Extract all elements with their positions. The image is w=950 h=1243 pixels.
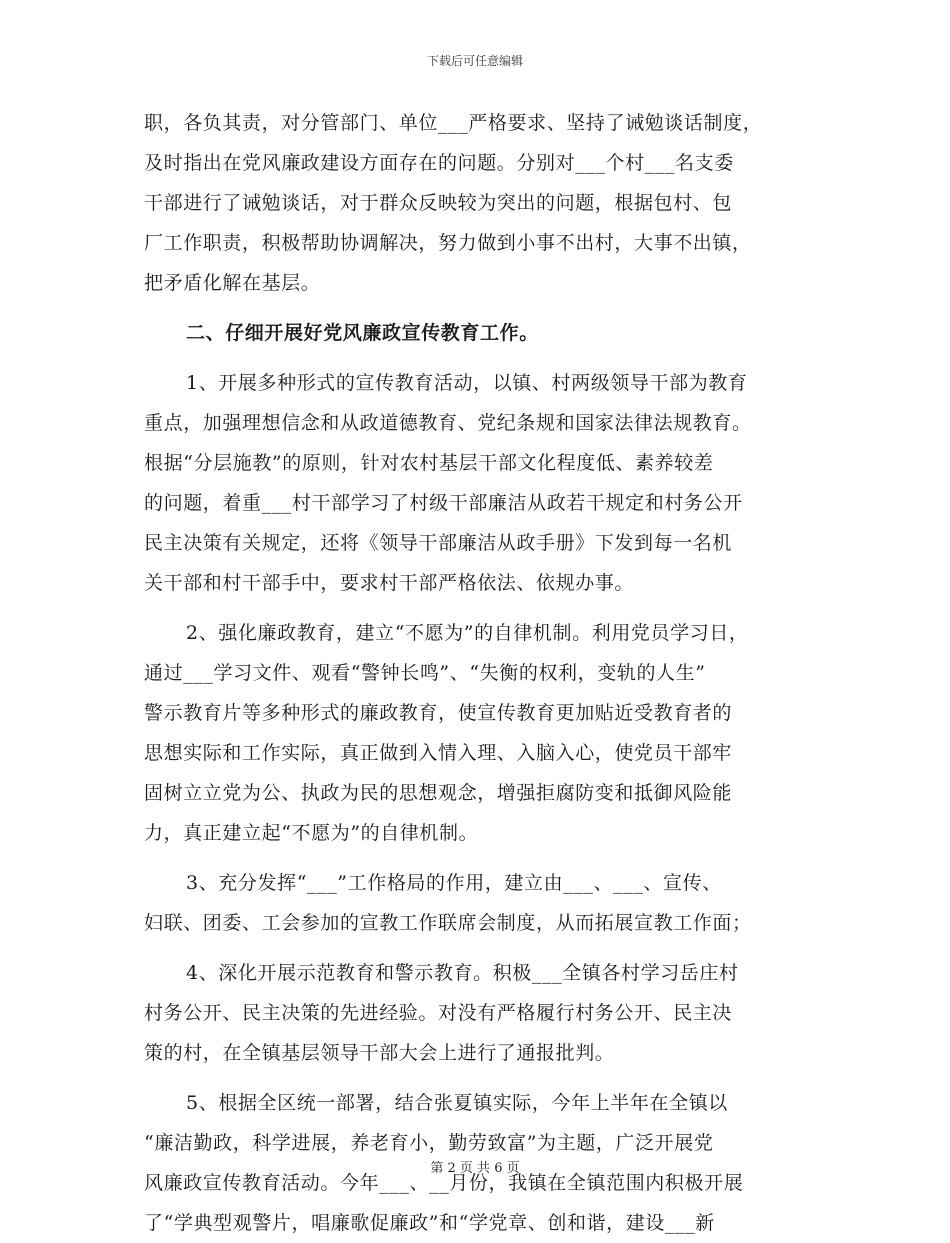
text-line: 5、根据全区统一部署，结合张夏镇实际，今年上半年在全镇以 [186,1092,728,1114]
page-number: 第 2 页 共 6 页 [430,1161,520,1176]
text-line: 固树立立党为公、执政为民的思想观念，增强拒腐防变和抵御风险能 [144,782,733,804]
text-line: 3、充分发挥“___”工作格局的作用，建立由___、___、宣传、 [186,872,722,894]
text-line: 及时指出在党风廉政建设方面存在的问题。分别对___个村___名支委 [144,152,734,174]
text-line: 重点，加强理想信念和从政道德教育、党纪条规和国家法律法规教育。 [144,412,752,434]
text-line: 了“学典型观警片，唱廉歌促廉政”和“学党章、创和谐，建设___新 [144,1212,715,1234]
text-line: 干部进行了诫勉谈话，对于群众反映较为突出的问题，根据包村、包 [144,192,733,214]
text-line: 警示教育片等多种形式的廉政教育，使宣传教育更加贴近受教育者的 [144,702,733,724]
text-line: 4、深化开展示范教育和警示教育。积极___全镇各村学习岳庄村 [186,962,739,984]
document-body [144,103,824,1243]
text-line: 思想实际和工作实际，真正做到入情入理、入脑入心，使党员干部牢 [144,742,733,764]
text-line: 妇联、团委、工会参加的宣教工作联席会制度，从而拓展宣教工作面； [144,912,752,934]
text-line: 把矛盾化解在基层。 [144,272,321,294]
text-line: “廉洁勤政，科学进展，养老育小，勤劳致富”为主题，广泛开展党 [144,1132,714,1154]
text-line: 关干部和村干部手中，要求村干部严格依法、依规办事。 [144,572,635,594]
text-line: 风廉政宣传教育活动。今年___、__月份，我镇在全镇范围内积极开展 [144,1172,744,1194]
text-line: 厂工作职责，积极帮助协调解决，努力做到小事不出村，大事不出镇， [144,232,752,254]
section-heading: 二、仔细开展好党风廉政宣传教育工作。 [186,322,539,344]
text-line: 村务公开、民主决策的先进经验。对没有严格履行村务公开、民主决 [144,1002,733,1024]
text-line: 力，真正建立起“不愿为”的自律机制。 [144,822,479,844]
text-line: 民主决策有关规定，还将《领导干部廉洁从政手册》下发到每一名机 [144,532,733,554]
text-line: 2、强化廉政教育，建立“不愿为”的自律机制。利用党员学习日， [186,622,749,644]
text-line: 策的村，在全镇基层领导干部大会上进行了通报批判。 [144,1042,615,1064]
page-header: 下载后可任意编辑 [426,54,523,68]
text-line: 通过___学习文件、观看“警钟长鸣”、“失衡的权利，变轨的人生” [144,662,706,684]
text-line: 1、开展多种形式的宣传教育活动，以镇、村两级领导干部为教育 [186,372,748,394]
text-line: 职，各负其责，对分管部门、单位___严格要求、坚持了诫勉谈话制度， [144,112,763,134]
text-line: 的问题，着重___村干部学习了村级干部廉洁从政若干规定和村务公开 [144,492,743,514]
text-line: 根据“分层施教”的原则，针对农村基层干部文化程度低、素养较差 [144,452,714,474]
